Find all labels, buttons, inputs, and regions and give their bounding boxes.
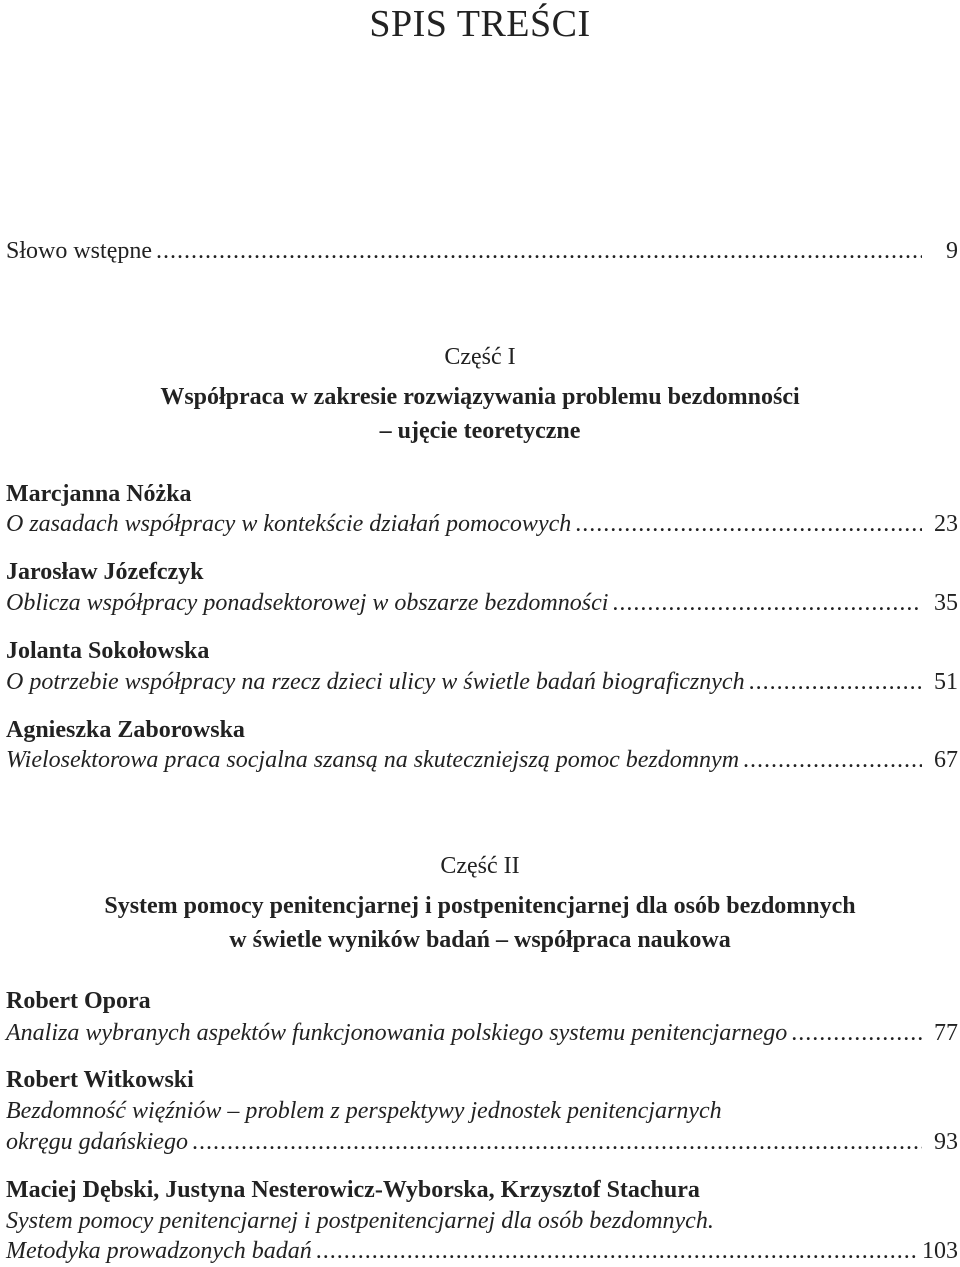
part2-title-line2: w świetle wyników badań – współpraca naukowa — [229, 927, 731, 953]
entry-title: Oblicza współpracy ponadsektorowej w obszarze bezdomności — [6, 590, 609, 616]
page-number: 51 — [934, 669, 958, 695]
page-number: 93 — [934, 1129, 958, 1155]
page-number: 35 — [934, 590, 958, 616]
entry-title: Wielosektorowa praca socjalna szansą na skuteczniejszą pomoc bezdomnym — [6, 747, 740, 773]
part1-entry2-author: Jarosław Józefczyk — [6, 559, 204, 585]
foreword-label: Słowo wstępne — [6, 238, 152, 264]
dot-leader — [612, 588, 922, 618]
page-number: 9 — [946, 238, 958, 264]
part1-entry4[interactable] — [6, 745, 958, 775]
dot-leader — [156, 236, 922, 266]
page-number: 103 — [922, 1238, 958, 1264]
dot-leader — [749, 667, 922, 697]
part2-entry2-title-line1: Bezdomność więźniów – problem z perspektywy jednostek penitencjarnych — [6, 1098, 722, 1124]
part2-label: Część II — [440, 853, 520, 879]
part2-entry3[interactable] — [6, 1236, 958, 1266]
dot-leader — [743, 745, 922, 775]
page-number: 77 — [934, 1020, 958, 1046]
page-number: 67 — [934, 747, 958, 773]
part1-entry3[interactable] — [6, 667, 958, 697]
part1-entry3-author: Jolanta Sokołowska — [6, 638, 210, 664]
entry-title: Analiza wybranych aspektów funkcjonowania polskiego systemu penitencjarnego — [6, 1020, 788, 1046]
part1-title-line1: Współpraca w zakresie rozwiązywania problemu bezdomności — [160, 384, 800, 410]
entry-title: O potrzebie współpracy na rzecz dzieci ulicy w świetle badań biograficznych — [6, 669, 745, 695]
part2-title-line1: System pomocy penitencjarnej i postpenitencjarnej dla osób bezdomnych — [104, 893, 856, 919]
page-title: SPIS TREŚCI — [369, 3, 591, 45]
part2-entry3-title-line1: System pomocy penitencjarnej i postpenitencjarnej dla osób bezdomnych. — [6, 1208, 714, 1234]
dot-leader — [575, 509, 922, 539]
entry-title: O zasadach współpracy w kontekście działań pomocowych — [6, 511, 572, 537]
page-number: 23 — [934, 511, 958, 537]
dot-leader — [791, 1018, 922, 1048]
part1-entry1[interactable] — [6, 509, 958, 539]
part1-entry1-author: Marcjanna Nóżka — [6, 481, 192, 507]
entry-title: Metodyka prowadzonych badań — [6, 1238, 312, 1264]
part2-entry3-author: Maciej Dębski, Justyna Nesterowicz-Wyborska, Krzysztof Stachura — [6, 1177, 700, 1203]
part2-entry2[interactable] — [6, 1127, 958, 1157]
entry-title: okręgu gdańskiego — [6, 1129, 188, 1155]
dot-leader — [316, 1236, 916, 1266]
part1-title-line2: – ujęcie teoretyczne — [379, 418, 581, 444]
part2-entry2-author: Robert Witkowski — [6, 1067, 194, 1093]
part1-label: Część I — [444, 344, 516, 370]
part1-entry2[interactable] — [6, 588, 958, 618]
part1-entry4-author: Agnieszka Zaborowska — [6, 717, 245, 743]
dot-leader — [192, 1127, 922, 1157]
part2-entry1[interactable] — [6, 1018, 958, 1048]
part2-entry1-author: Robert Opora — [6, 988, 151, 1014]
toc-entry-foreword[interactable] — [6, 236, 958, 266]
